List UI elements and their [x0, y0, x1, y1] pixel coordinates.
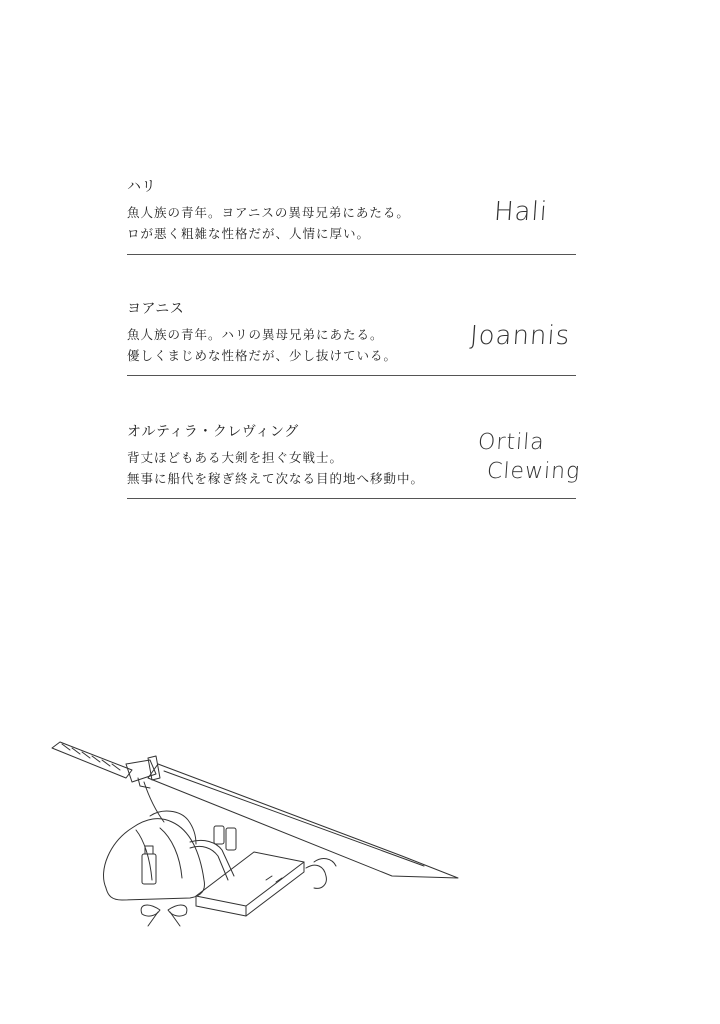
character-signature — [475, 428, 583, 486]
character-name: ヨアニス — [127, 301, 185, 317]
signature-line: Joannis — [468, 321, 572, 351]
description-line: ロが悪く粗雑な性格だが、人情に厚い。 — [127, 226, 371, 241]
sword-and-bag-illustration — [40, 730, 480, 930]
description-line: 無事に船代を稼ぎ終えて次なる目的地へ移動中。 — [127, 471, 425, 486]
description-line: 魚人族の青年。ハリの異母兄弟にあたる。 — [127, 327, 384, 342]
description-line: 優しくまじめな性格だが、少し抜けている。 — [127, 348, 398, 363]
signature-line: Hali — [492, 197, 549, 227]
character-name: オルティラ・クレヴィング — [127, 424, 299, 440]
description-line: 背丈ほどもある大剣を担ぐ女戦士。 — [127, 450, 344, 465]
signature-line: Ortila — [477, 430, 546, 455]
description-line: 魚人族の青年。ヨアニスの異母兄弟にあたる。 — [127, 205, 410, 220]
character-signature — [469, 322, 571, 350]
character-signature — [493, 198, 549, 226]
signature-line: Clewing — [486, 459, 582, 484]
character-name: ハリ — [127, 179, 156, 195]
